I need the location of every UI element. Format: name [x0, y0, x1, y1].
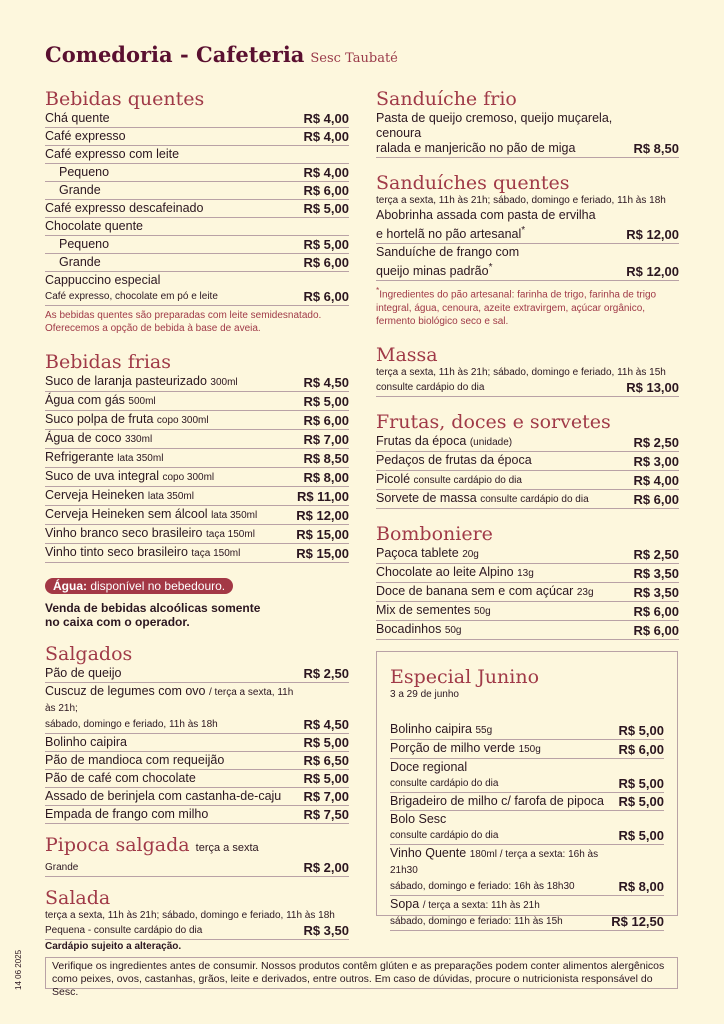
- menu-item: Pão de mandioca com requeijão R$ 6,50: [45, 753, 349, 768]
- water-badge: Água: disponível no bebedouro.: [45, 577, 349, 595]
- menu-item: Cerveja Heineken sem álcool lata 350ml R$ 12,00: [45, 507, 349, 523]
- menu-item: Cerveja Heineken lata 350ml R$ 11,00: [45, 488, 349, 504]
- page-subtitle: Sesc Taubaté: [310, 51, 398, 66]
- section-heading: Salgados: [45, 643, 133, 665]
- menu-item: Pasta de queijo cremoso, queijo muçarela, cenoura ralada e manjericão no pão de miga R$ 8,50: [376, 111, 679, 156]
- allergen-notice: Verifique os ingredientes antes de consumir. Nossos produtos contêm glúten e as preparações podem conter alimentos alergênicos como peixes, ovos, castanhas, grãos, leite e derivados, entre outros. Em caso de dúvidas, procure o nutricionista responsável do Sesc.: [45, 957, 678, 989]
- menu-item: Café expresso descafeinado R$ 5,00: [45, 201, 349, 216]
- section-heading: Sanduíche frio: [376, 88, 517, 110]
- menu-item: Sopa / terça a sexta: 11h às 21h sábado, domingo e feriado: 11h às 15h R$ 12,50: [390, 897, 664, 929]
- menu-item: Suco de uva integral copo 300ml R$ 8,00: [45, 469, 349, 485]
- especial-junino-box: [376, 651, 678, 929]
- menu-item: Doce regional consulte cardápio do dia R$ 5,00: [390, 760, 664, 791]
- menu-item: Bolinho caipira R$ 5,00: [45, 735, 349, 750]
- bomboniere-list: [376, 545, 679, 640]
- section-heading: Bebidas quentes: [45, 88, 205, 110]
- menu-item: Pequeno R$ 5,00: [45, 236, 349, 254]
- section-heading: Frutas, doces e sorvetes: [376, 410, 611, 433]
- menu-item: Chá quente R$ 4,00: [45, 111, 349, 126]
- menu-item: Assado de berinjela com castanha-de-caju R$ 7,00: [45, 789, 349, 804]
- menu-item: Bolinho caipira 55g R$ 5,00: [390, 722, 664, 738]
- menu-item: Grande R$ 6,00: [45, 182, 349, 200]
- schedule: terça a sexta, 11h às 21h; sábado, domingo e feriado, 11h às 15h: [376, 366, 666, 378]
- menu-item: Bolo Sesc consulte cardápio do dia R$ 5,00: [390, 812, 664, 843]
- menu-item: Picolé consulte cardápio do dia R$ 4,00: [376, 471, 679, 488]
- menu-item: Grande R$ 6,00: [45, 254, 349, 272]
- menu-item: Café expresso R$ 4,00: [45, 129, 349, 144]
- menu-item: Brigadeiro de milho c/ farofa de pipoca R$ 5,00: [390, 794, 664, 809]
- note: Oferecemos a opção de bebida à base de aveia.: [45, 323, 261, 334]
- menu-item: Café expresso com leite: [45, 146, 349, 164]
- schedule: terça a sexta, 11h às 21h; sábado, domingo e feriado, 11h às 18h: [45, 910, 335, 921]
- bebidas-quentes-list: [45, 110, 349, 306]
- menu-item: Cuscuz de legumes com ovo / terça a sexta, 11h às 21h; sábado, domingo e feriado, 11h às 18h R$ 4,50: [45, 684, 349, 732]
- salgados-list: [45, 665, 349, 824]
- note: As bebidas quentes são preparadas com leite semidesnatado.: [45, 310, 322, 321]
- menu-item: Pão de queijo R$ 2,50: [45, 666, 349, 681]
- section-heading: Sanduíches quentes: [376, 172, 570, 194]
- note: *Ingredientes do pão artesanal: farinha de trigo, farinha de trigo integral, água, cenoura, azeite extravirgem, açúcar orgânico, fermento biológico seco e sal.: [376, 285, 657, 327]
- bebidas-frias-list: [45, 373, 349, 563]
- menu-item: Sanduíche de frango com queijo minas padrão* R$ 12,00: [376, 245, 679, 280]
- menu-item: Grande R$ 2,00: [45, 860, 349, 875]
- menu-item: Refrigerante lata 350ml R$ 8,50: [45, 450, 349, 466]
- menu-item: Pão de café com chocolate R$ 5,00: [45, 771, 349, 786]
- section-heading: Salada: [45, 887, 111, 909]
- menu-item: Paçoca tablete 20g R$ 2,50: [376, 545, 679, 562]
- left-column: [45, 88, 349, 940]
- menu-item: Pequeno R$ 4,00: [45, 164, 349, 182]
- section-heading: Massa: [376, 343, 438, 366]
- menu-item: Suco de laranja pasteurizado 300ml R$ 4,50: [45, 374, 349, 390]
- section-heading: Especial Junino: [390, 666, 540, 688]
- menu-item: Pedaços de frutas da época R$ 3,00: [376, 452, 679, 469]
- menu-item: Frutas da época (unidade) R$ 2,50: [376, 433, 679, 450]
- section-heading: Bomboniere: [376, 522, 493, 545]
- section-heading: Bebidas frias: [45, 351, 171, 373]
- menu-item: Vinho branco seco brasileiro taça 150ml R$ 15,00: [45, 526, 349, 542]
- menu-item: Cappuccino especial Café expresso, chocolate em pó e leite R$ 6,00: [45, 273, 349, 304]
- menu-item: consulte cardápio do dia R$ 13,00: [376, 379, 679, 395]
- alteration-notice: Cardápio sujeito a alteração.: [45, 941, 182, 952]
- menu-item: Bocadinhos 50g R$ 6,00: [376, 621, 679, 638]
- especial-list: [390, 721, 664, 931]
- menu-item: Abobrinha assada com pasta de ervilha e hortelã no pão artesanal* R$ 12,00: [376, 208, 679, 243]
- menu-item: Sorvete de massa consulte cardápio do dia R$ 6,00: [376, 490, 679, 507]
- alcohol-notice: Venda de bebidas alcoólicas somente no caixa com o operador.: [45, 601, 261, 629]
- menu-item: Doce de banana sem e com açúcar 23g R$ 3,50: [376, 583, 679, 600]
- menu-item: Empada de frango com milho R$ 7,50: [45, 807, 349, 822]
- page-title: Comedoria - Cafeteria Sesc Taubaté: [45, 42, 398, 67]
- section-heading: Pipoca salgada terça a sexta: [45, 834, 259, 856]
- menu-item: Suco polpa de fruta copo 300ml R$ 6,00: [45, 412, 349, 428]
- frutas-list: [376, 433, 679, 509]
- menu-item: Água com gás 500ml R$ 5,00: [45, 393, 349, 409]
- menu-item: Chocolate quente: [45, 218, 349, 236]
- menu-item: Porção de milho verde 150g R$ 6,00: [390, 741, 664, 757]
- menu-item: Pequena - consulte cardápio do dia R$ 3,50: [45, 923, 349, 938]
- menu-item: Vinho tinto seco brasileiro taça 150ml R$ 15,00: [45, 545, 349, 561]
- schedule: terça a sexta, 11h às 21h; sábado, domingo e feriado, 11h às 18h: [376, 195, 666, 206]
- menu-item: Vinho Quente 180ml / terça a sexta: 16h às 21h30 sábado, domingo e feriado: 16h às 18h30 R$ 8,00: [390, 846, 664, 894]
- menu-item: Mix de sementes 50g R$ 6,00: [376, 602, 679, 619]
- dates: 3 a 29 de junho: [390, 689, 459, 700]
- print-date: 14 06 2025: [14, 949, 23, 990]
- right-column: [376, 88, 679, 640]
- menu-item: Chocolate ao leite Alpino 13g R$ 3,50: [376, 564, 679, 581]
- menu-item: Água de coco 330ml R$ 7,00: [45, 431, 349, 447]
